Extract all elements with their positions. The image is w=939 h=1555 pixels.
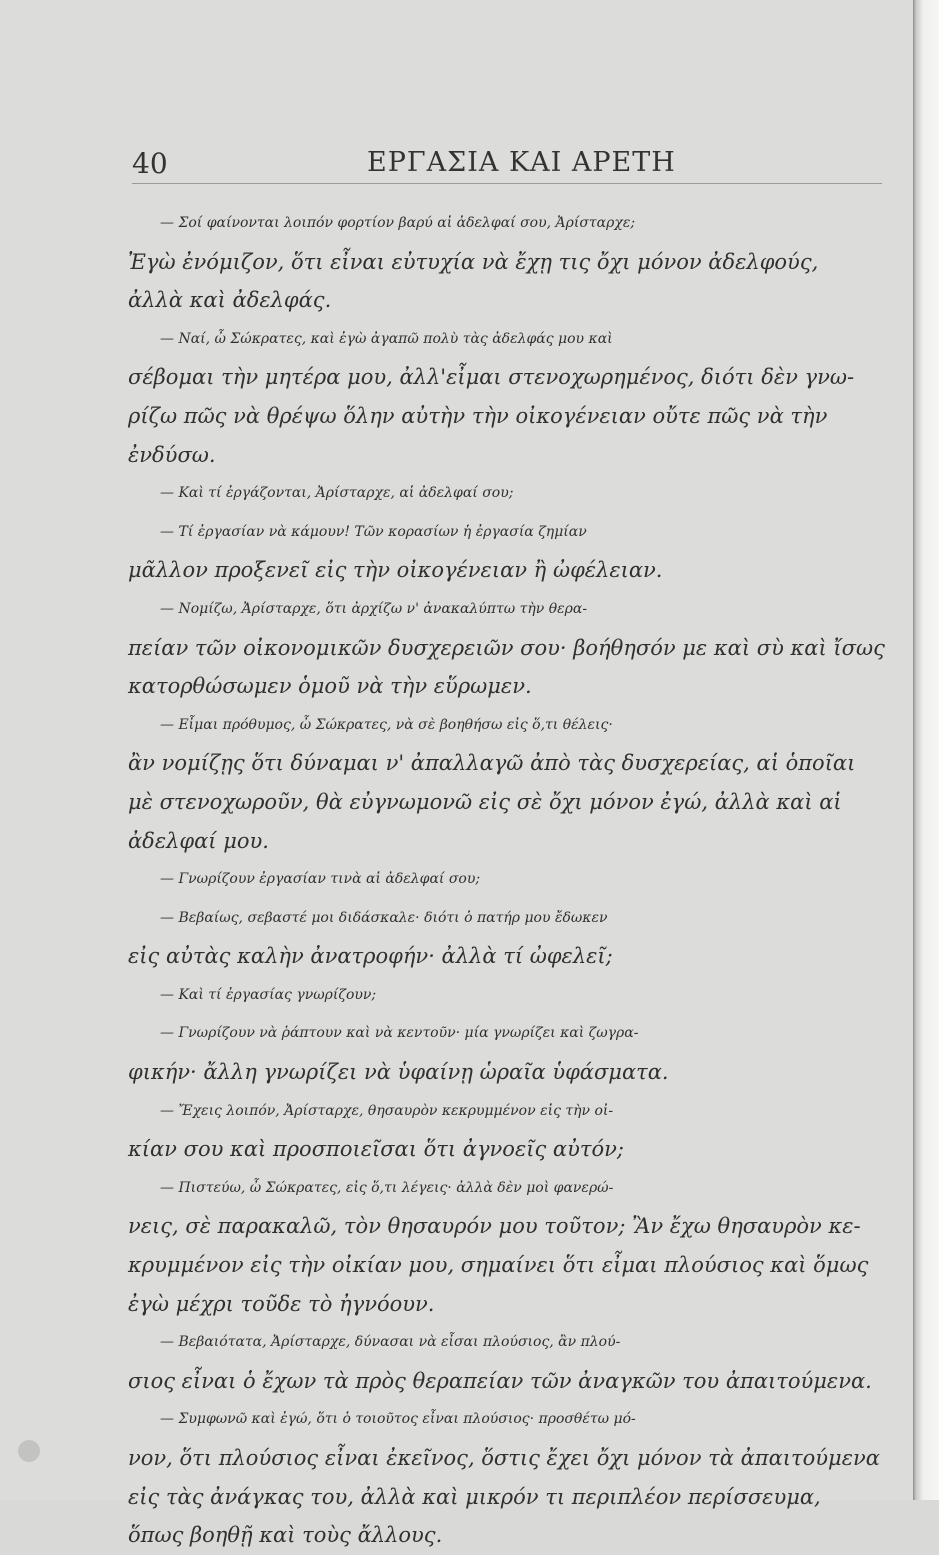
text-line: φικήν· ἄλλη γνωρίζει νὰ ὑφαίνῃ ὡραῖα ὑφάσματα. bbox=[128, 1060, 669, 1085]
text-line: — Πιστεύω, ὦ Σώκρατες, εἰς ὅ,τι λέγεις· ἀλλὰ δὲν μοὶ φανερώ- bbox=[160, 1179, 614, 1196]
text-line: ἀδελφαί μου. bbox=[128, 828, 269, 853]
text-line: — Σοί φαίνονται λοιπόν φορτίον βαρύ αἱ ἀδελφαί σου, Ἀρίσταρχε; bbox=[160, 215, 636, 231]
text-line: νον, ὅτι πλούσιος εἶναι ἐκεῖνος, ὅστις ἔχει ὄχι μόνον τὰ ἀπαιτούμενα bbox=[128, 1446, 880, 1470]
text-line: — Γνωρίζουν νὰ ῥάπτουν καὶ νὰ κεντοῦν· μία γνωρίζει καὶ ζωγρα- bbox=[160, 1025, 639, 1042]
page-edge bbox=[913, 0, 939, 1500]
text-line: εἰς αὐτὰς καλὴν ἀνατροφήν· ἀλλὰ τί ὠφελεῖ; bbox=[128, 944, 613, 969]
text-line: — Γνωρίζουν ἐργασίαν τινὰ αἱ ἀδελφαί σου; bbox=[160, 871, 481, 888]
ink-smudge bbox=[18, 1440, 40, 1462]
text-line: ἀλλὰ καὶ ἀδελφάς. bbox=[128, 288, 332, 313]
text-line: — Τί ἐργασίαν νὰ κάμουν! Τῶν κορασίων ἡ ἐργασία ζημίαν bbox=[160, 523, 587, 540]
text-line: — Καὶ τί ἐργάζονται, Ἀρίσταρχε, αἱ ἀδελφαί σου; bbox=[160, 485, 514, 502]
text-line: ἂν νομίζῃς ὅτι δύναμαι ν' ἀπαλλαγῶ ἀπὸ τὰς δυσχερείας, αἱ ὁποῖαι bbox=[128, 751, 856, 776]
running-title: ΕΡΓΑΣΙΑ ΚΑΙ ΑΡΕΤΗ bbox=[367, 147, 676, 178]
page-number: 40 bbox=[132, 147, 168, 180]
text-line: Ἐγὼ ἐνόμιζον, ὅτι εἶναι εὐτυχία νὰ ἔχῃ τις ὄχι μόνον ἀδελφούς, bbox=[128, 249, 819, 274]
text-line: εἰς τὰς ἀνάγκας του, ἀλλὰ καὶ μικρόν τι περιπλέον περίσσευμα, bbox=[128, 1484, 821, 1509]
text-line: κρυμμένον εἰς τὴν οἰκίαν μου, σημαίνει ὅτι εἶμαι πλούσιος καὶ ὅμως bbox=[128, 1253, 869, 1278]
text-line: — Συμφωνῶ καὶ ἐγώ, ὅτι ὁ τοιοῦτος εἶναι πλούσιος· προσθέτω μό- bbox=[160, 1411, 636, 1428]
text-line: κατορθώσωμεν ὁμοῦ νὰ τὴν εὕρωμεν. bbox=[128, 674, 532, 699]
text-line: — Βεβαιότατα, Ἀρίσταρχε, δύνασαι νὰ εἶσαι πλούσιος, ἂν πλού- bbox=[160, 1334, 621, 1351]
text-line: ἐνδύσω. bbox=[128, 442, 216, 467]
page-header bbox=[132, 143, 882, 184]
text-line: ἐγὼ μέχρι τοῦδε τὸ ἠγνόουν. bbox=[128, 1291, 435, 1316]
text-line: νεις, σὲ παρακαλῶ, τὸν θησαυρόν μου τοῦτον; Ἂν ἔχω θησαυρὸν κε- bbox=[128, 1214, 861, 1239]
text-line: κίαν σου καὶ προσποιεῖσαι ὅτι ἀγνοεῖς αὐτόν; bbox=[128, 1137, 624, 1162]
text-line: — Νομίζω, Ἀρίσταρχε, ὅτι ἀρχίζω ν' ἀνακαλύπτω τὴν θερα- bbox=[160, 600, 588, 617]
text-line: — Βεβαίως, σεβαστέ μοι διδάσκαλε· διότι ὁ πατήρ μου ἔδωκεν bbox=[160, 909, 608, 926]
text-line: σέβομαι τὴν μητέρα μου, ἀλλ'εἶμαι στενοχωρημένος, διότι δὲν γνω- bbox=[128, 365, 855, 390]
text-line: ρίζω πῶς νὰ θρέψω ὅλην αὐτὴν τὴν οἰκογένειαν οὔτε πῶς νὰ τὴν bbox=[128, 403, 828, 428]
body-text bbox=[128, 204, 888, 1555]
text-line: — Ἔχεις λοιπόν, Ἀρίσταρχε, θησαυρὸν κεκρυμμένον εἰς τὴν οἰ- bbox=[160, 1102, 614, 1119]
text-line: — Ναί, ὦ Σώκρατες, καὶ ἐγὼ ἀγαπῶ πολὺ τὰς ἀδελφάς μου καὶ bbox=[160, 330, 613, 347]
text-line: — Εἶμαι πρόθυμος, ὦ Σώκρατες, νὰ σὲ βοηθήσω εἰς ὅ,τι θέλεις· bbox=[160, 716, 613, 733]
text-line: πείαν τῶν οἰκονομικῶν δυσχερειῶν σου· βοήθησόν με καὶ σὺ καὶ ἴσως bbox=[128, 635, 885, 660]
text-line: ὅπως βοηθῇ καὶ τοὺς ἄλλους. bbox=[128, 1523, 443, 1548]
text-line: μᾶλλον προξενεῖ εἰς τὴν οἰκογένειαν ἢ ὠφέλειαν. bbox=[128, 558, 663, 583]
text-line: μὲ στενοχωροῦν, θὰ εὐγνωμονῶ εἰς σὲ ὄχι μόνον ἐγώ, ἀλλὰ καὶ αἱ bbox=[128, 789, 842, 814]
text-line: — Καὶ τί ἐργασίας γνωρίζουν; bbox=[160, 986, 377, 1003]
text-line: σιος εἶναι ὁ ἔχων τὰ πρὸς θεραπείαν τῶν ἀναγκῶν του ἀπαιτούμενα. bbox=[128, 1368, 872, 1393]
